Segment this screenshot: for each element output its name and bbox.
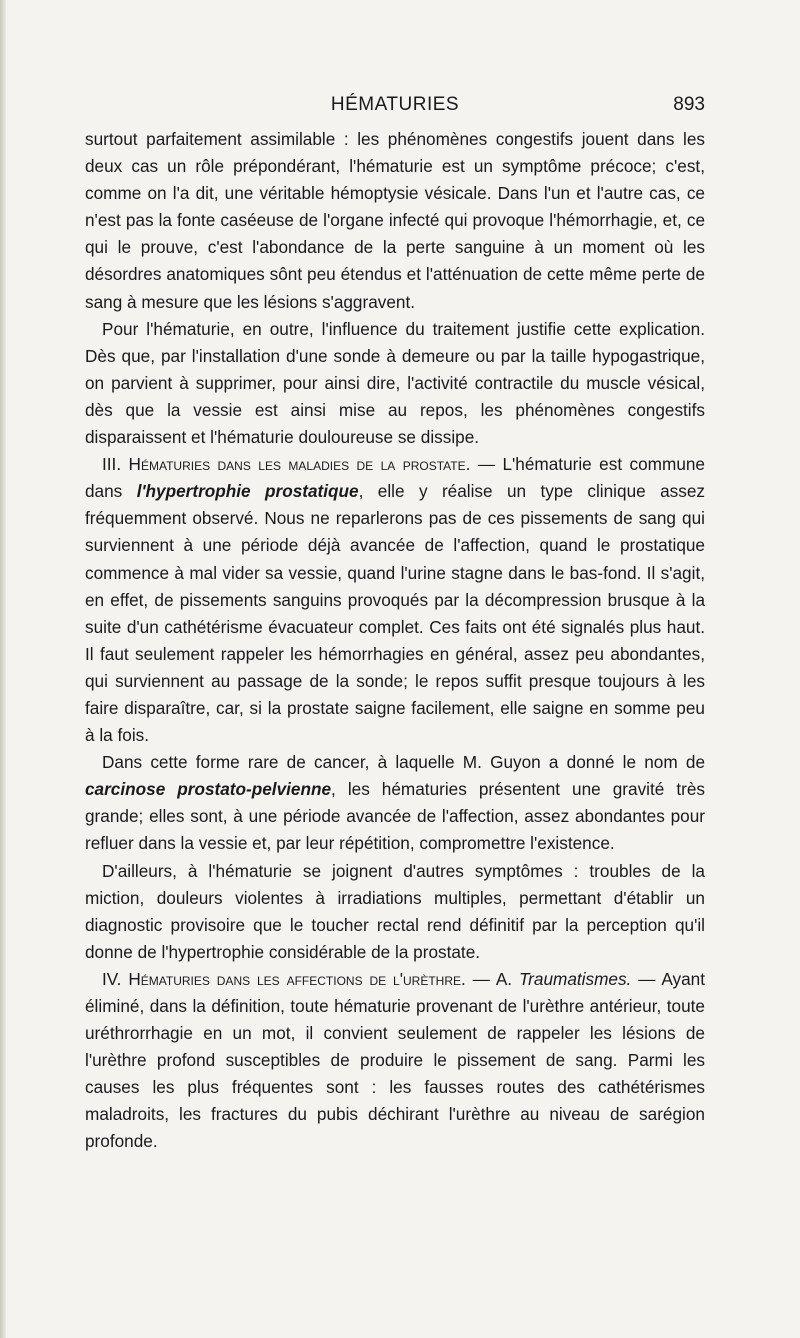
paragraph-rest: , elle y réalise un type clinique assez fréquemment observé. Nous ne reparlerons pas de ces pissements de sang qui surviennent à une période déjà avancée de l'affection, quand le prostatique commence à mal vider sa vessie, quand l'urine stagne dans le bas-fond. Il s'agit, en effet, de pissements sanguins provoqués par la décompression brusque à la suite d'un cathétérisme évacuateur complet. Ces faits ont été signalés plus haut. Il faut seulement rappeler les hémorrhagies en général, assez peu abondantes, qui surviennent au passage de la sonde; le repos suffit presque toujours à les faire disparaître, car, si la prostate saigne facilement, elle saigne en somme peu à la fois. [85,481,705,746]
paragraph-3 [85,451,705,749]
paragraph-rest: — Ayant éliminé, dans la définition, toute hématurie provenant de l'urèthre antérieur, toute uréthrorrhagie en un mot, il convient seulement de rappeler les lésions de l'urèthre profond susceptibles de produire le pissement de sang. Parmi les causes les plus fréquentes sont : les fausses routes des cathétérismes maladroits, les fractures du pubis déchirant l'urèthre au niveau de sarégion profonde. [85,968,705,1152]
paragraph-4 [85,749,705,857]
paragraph-rest: , les hématuries présentent une gravité très grande; elles sont, à une période avancée de l'affection, assez abondantes pour refluer dans la vessie et, par leur répétition, compromettre l'existence. [85,779,705,854]
page-header [85,94,705,124]
paragraph-1: surtout parfaitement assimilable : les phénomènes congestifs jouent dans les deux cas un rôle prépondérant, l'hématurie est un symptôme précoce; c'est, comme on l'a dit, une véritable hémoptysie vésicale. Dans l'un et l'autre cas, ce n'est pas la fonte caséeuse de l'organe infecté qui provoque l'hémorrhagie, et, ce qui le prouve, c'est l'abondance de la perte sanguine à un moment où les désordres anatomiques sônt peu étendus et l'atténuation de cette même perte de sang à mesure que les lésions s'aggravent. [85,129,705,312]
subsection-letter: A. [495,968,519,989]
italic-term: l'hypertrophie prostatique [136,481,359,502]
scan-edge [0,0,6,1338]
paragraph-2: Pour l'hématurie, en outre, l'influence du traitement justifie cette explication. Dès que, par l'installation d'une sonde à demeure ou par la taille hypogastrique, on parvient à supprimer, pour ainsi dire, l'activité contractile du muscle vésical, dès que la vessie est ainsi mise au repos, les phénomènes congestifs disparaissent et l'hématurie douloureuse se dissipe. [85,318,705,448]
italic-term: Traumatismes. [518,968,632,989]
running-title: HÉMATURIES [330,94,460,115]
paragraph-lead: L'hématurie est commune dans [85,454,705,502]
paragraph-lead: Dans cette forme rare de cancer, à laquelle M. Guyon a donné le nom de [102,752,705,773]
italic-term: carcinose prostato-pelvienne [85,779,332,800]
paragraph-5: D'ailleurs, à l'hématurie se joignent d'autres symptômes : troubles de la miction, douleurs violentes à irradiations multiples, permettant d'établir un diagnostic provisoire que le toucher rectal rend définitif par la perception qu'il donne de l'hypertrophie considérable de la prostate. [85,860,705,962]
page-number: 893 [673,94,705,115]
body-text [85,126,705,1156]
heading-dash: — [465,968,496,989]
heading-dash: — [470,454,503,475]
section-heading: Hématuries dans les affections de l'urèthre. [128,968,466,989]
book-page [85,94,705,1156]
section-heading: Hématuries dans les maladies de la prostate. [128,454,471,475]
section-numeral: IV. [102,968,122,989]
paragraph-6 [85,966,705,1156]
section-numeral: III. [102,454,122,475]
